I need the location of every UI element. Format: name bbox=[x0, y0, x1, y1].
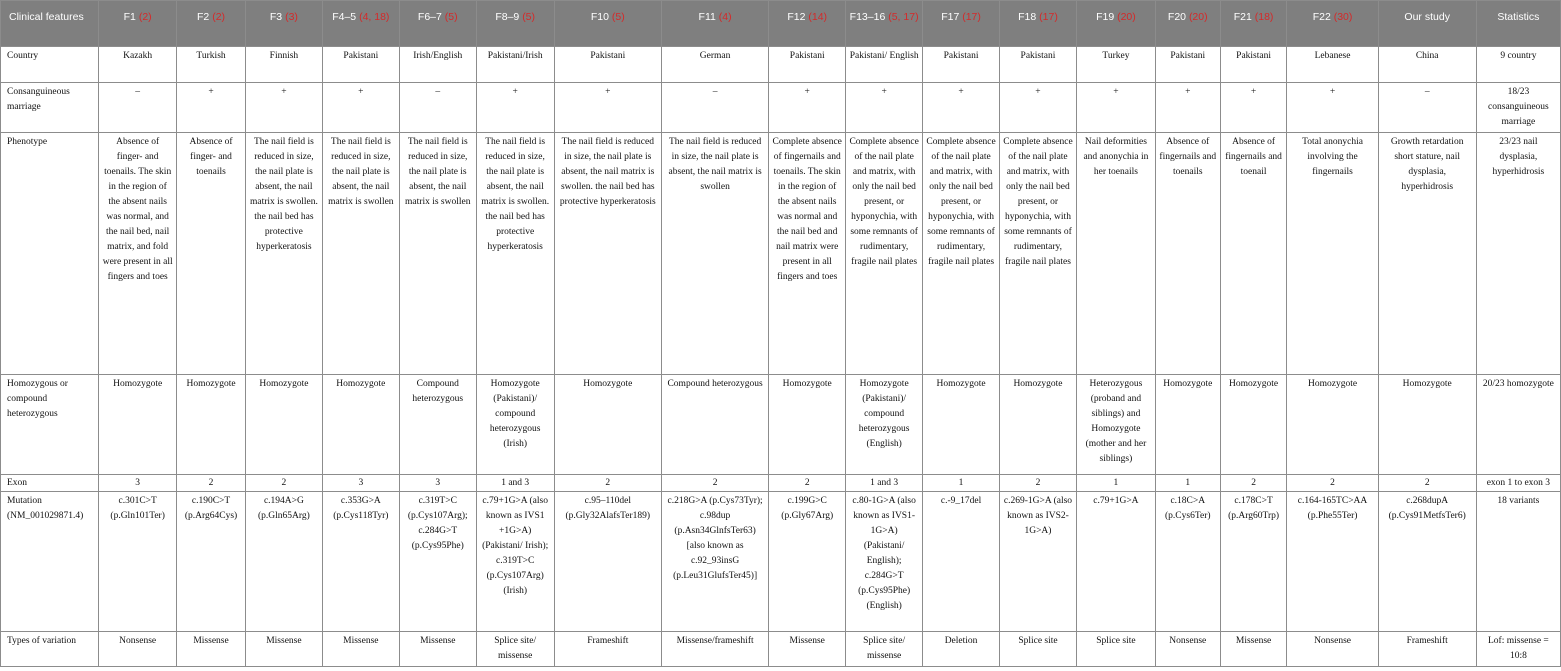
table-cell: Splice site bbox=[1000, 632, 1077, 667]
table-cell: + bbox=[1155, 83, 1220, 133]
table-cell: Complete absence of fingernails and toenails. The skin in the region of the absent nails was normal and the nail bed and nail matrix were present in all fingers and toes bbox=[769, 133, 846, 375]
table-cell: Deletion bbox=[923, 632, 1000, 667]
table-cell: c.319T>C (p.Cys107Arg); c.284G>T (p.Cys95Phe) bbox=[399, 492, 476, 632]
table-cell: c.18C>A (p.Cys6Ter) bbox=[1155, 492, 1220, 632]
table-cell: c.353G>A (p.Cys118Tyr) bbox=[322, 492, 399, 632]
table-cell: c.80-1G>A (also known as IVS1-1G>A) (Pakistani/ English); c.284G>T (p.Cys95Phe) (English) bbox=[846, 492, 923, 632]
table-body bbox=[1, 47, 1561, 667]
column-header-label: F8–9 bbox=[495, 11, 520, 23]
table-cell: Pakistani bbox=[769, 47, 846, 83]
table-cell: + bbox=[1000, 83, 1077, 133]
column-header bbox=[1476, 1, 1560, 47]
table-cell: 2 bbox=[661, 475, 768, 492]
table-cell: Homozygote bbox=[1000, 375, 1077, 475]
table-cell: + bbox=[923, 83, 1000, 133]
table-cell: Homozygote bbox=[554, 375, 661, 475]
table-cell: 3 bbox=[322, 475, 399, 492]
table-header-row bbox=[1, 1, 1561, 47]
table-cell: c.95–110del (p.Gly32AlafsTer189) bbox=[554, 492, 661, 632]
table-row bbox=[1, 375, 1561, 475]
table-cell: Pakistani bbox=[1155, 47, 1220, 83]
table-cell: Homozygote bbox=[923, 375, 1000, 475]
table-cell: 2 bbox=[1000, 475, 1077, 492]
table-cell: Pakistani bbox=[923, 47, 1000, 83]
table-cell: Missense bbox=[245, 632, 322, 667]
reference-citation: (30) bbox=[1333, 11, 1353, 23]
reference-citation: (2) bbox=[212, 11, 226, 23]
reference-citation: (5) bbox=[444, 11, 458, 23]
table-cell: China bbox=[1378, 47, 1476, 83]
column-header-label: F6–7 bbox=[417, 11, 442, 23]
table-cell: Absence of finger- and toenails. The skin in the region of the absent nails was normal, and the nail bed, nail matrix, and fold were present in all fingers and toes bbox=[99, 133, 177, 375]
table-cell: Turkey bbox=[1076, 47, 1155, 83]
table-cell: Turkish bbox=[177, 47, 246, 83]
table-cell: c.79+1G>A bbox=[1076, 492, 1155, 632]
table-cell: Missense bbox=[177, 632, 246, 667]
table-cell: c.218G>A (p.Cys73Tyr); c.98dup (p.Asn34GlnfsTer63) [also known as c.92_93insG (p.Leu31GlufsTer45)] bbox=[661, 492, 768, 632]
table-cell: – bbox=[661, 83, 768, 133]
reference-citation: (3) bbox=[285, 11, 298, 23]
table-cell: + bbox=[322, 83, 399, 133]
table-cell: 3 bbox=[99, 475, 177, 492]
table-cell: Missense/frameshift bbox=[661, 632, 768, 667]
table-cell: 20/23 homozygote bbox=[1476, 375, 1560, 475]
table-cell: c.199G>C (p.Gly67Arg) bbox=[769, 492, 846, 632]
table-row bbox=[1, 632, 1561, 667]
reference-citation: (18) bbox=[1254, 11, 1274, 23]
column-header bbox=[476, 1, 554, 47]
table-cell: c.268dupA (p.Cys91MetfsTer6) bbox=[1378, 492, 1476, 632]
table-cell: Pakistani bbox=[1000, 47, 1077, 83]
table-cell: Splice site/ missense bbox=[476, 632, 554, 667]
table-cell: 18/23 consanguineous marriage bbox=[1476, 83, 1560, 133]
table-cell: + bbox=[245, 83, 322, 133]
table-cell: The nail field is reduced in size, the nail plate is absent, the nail matrix is swollen bbox=[399, 133, 476, 375]
reference-citation: (4) bbox=[718, 11, 732, 23]
column-header-label: F12 bbox=[787, 11, 806, 23]
column-header bbox=[322, 1, 399, 47]
column-header-label: F1 bbox=[123, 11, 136, 23]
table-cell: Splice site/ missense bbox=[846, 632, 923, 667]
reference-citation: (14) bbox=[808, 11, 828, 23]
table-cell: exon 1 to exon 3 bbox=[1476, 475, 1560, 492]
table-cell: 23/23 nail dysplasia, hyperhidrosis bbox=[1476, 133, 1560, 375]
table-cell: + bbox=[1287, 83, 1378, 133]
table-row bbox=[1, 492, 1561, 632]
table-cell: 2 bbox=[554, 475, 661, 492]
table-cell: Homozygote bbox=[1287, 375, 1378, 475]
table-cell: 1 and 3 bbox=[846, 475, 923, 492]
column-header-label: F20 bbox=[1167, 11, 1187, 23]
table-cell: Homozygote bbox=[177, 375, 246, 475]
table-cell: + bbox=[476, 83, 554, 133]
column-header-label: F22 bbox=[1312, 11, 1331, 23]
feature-label-cell: Types of variation bbox=[1, 632, 99, 667]
table-cell: 2 bbox=[1378, 475, 1476, 492]
table-cell: 1 and 3 bbox=[476, 475, 554, 492]
table-cell: Kazakh bbox=[99, 47, 177, 83]
table-cell: Nonsense bbox=[1287, 632, 1378, 667]
table-cell: Homozygote bbox=[1155, 375, 1220, 475]
table-cell: Absence of fingernails and toenail bbox=[1220, 133, 1287, 375]
table-cell: Pakistani/Irish bbox=[476, 47, 554, 83]
column-header bbox=[769, 1, 846, 47]
column-header-label: F3 bbox=[269, 11, 283, 23]
table-cell: Complete absence of the nail plate and matrix, with only the nail bed present, or hyponychia, with some remnants of rudimentary, fragile nail plates bbox=[1000, 133, 1077, 375]
column-header bbox=[846, 1, 923, 47]
table-cell: Splice site bbox=[1076, 632, 1155, 667]
table-cell: Nail deformities and anonychia in her toenails bbox=[1076, 133, 1155, 375]
table-cell: Pakistani bbox=[322, 47, 399, 83]
reference-citation: (17) bbox=[962, 11, 981, 23]
header-clinical-features bbox=[1, 1, 99, 47]
column-header-label: F13–16 bbox=[849, 11, 886, 23]
table-cell: Homozygote bbox=[99, 375, 177, 475]
table-row bbox=[1, 475, 1561, 492]
feature-label-cell: Country bbox=[1, 47, 99, 83]
column-header bbox=[1220, 1, 1287, 47]
table-cell: Homozygote bbox=[1220, 375, 1287, 475]
table-cell: Homozygote bbox=[769, 375, 846, 475]
table-cell: + bbox=[177, 83, 246, 133]
table-cell: Missense bbox=[322, 632, 399, 667]
table-cell: c.79+1G>A (also known as IVS1 +1G>A) (Pakistani/ Irish); c.319T>C (p.Cys107Arg) (Irish) bbox=[476, 492, 554, 632]
table-cell: Complete absence of the nail plate and matrix, with only the nail bed present, or hyponychia, with some remnants of rudimentary, fragile nail plates bbox=[923, 133, 1000, 375]
table-cell: c.-9_17del bbox=[923, 492, 1000, 632]
table-cell: 18 variants bbox=[1476, 492, 1560, 632]
feature-label-cell: Consanguineous marriage bbox=[1, 83, 99, 133]
table-cell: Pakistani bbox=[554, 47, 661, 83]
table-cell: Missense bbox=[769, 632, 846, 667]
column-header bbox=[1155, 1, 1220, 47]
table-cell: c.269-1G>A (also known as IVS2-1G>A) bbox=[1000, 492, 1077, 632]
table-row bbox=[1, 83, 1561, 133]
table-cell: Growth retardation short stature, nail dysplasia, hyperhidrosis bbox=[1378, 133, 1476, 375]
column-header bbox=[661, 1, 768, 47]
table-cell: Nonsense bbox=[99, 632, 177, 667]
table-cell: Absence of fingernails and toenails bbox=[1155, 133, 1220, 375]
column-header-label: F21 bbox=[1233, 11, 1252, 23]
table-cell: c.178C>T (p.Arg60Trp) bbox=[1220, 492, 1287, 632]
table-cell: 1 bbox=[1155, 475, 1220, 492]
table-cell: 2 bbox=[1287, 475, 1378, 492]
feature-label-cell: Mutation (NM_001029871.4) bbox=[1, 492, 99, 632]
table-cell: – bbox=[99, 83, 177, 133]
table-cell: – bbox=[1378, 83, 1476, 133]
reference-citation: (5) bbox=[522, 11, 536, 23]
column-header bbox=[923, 1, 1000, 47]
table-cell: 3 bbox=[399, 475, 476, 492]
feature-label-cell: Phenotype bbox=[1, 133, 99, 375]
column-header-label: Our study bbox=[1404, 11, 1450, 23]
table-cell: Missense bbox=[399, 632, 476, 667]
table-cell: Compound heterozygous bbox=[661, 375, 768, 475]
column-header bbox=[1378, 1, 1476, 47]
table-cell: Lof: missense = 10:8 bbox=[1476, 632, 1560, 667]
reference-citation: (20) bbox=[1188, 11, 1208, 23]
table-cell: Absence of finger- and toenails bbox=[177, 133, 246, 375]
table-cell: Homozygote bbox=[322, 375, 399, 475]
table-row bbox=[1, 133, 1561, 375]
reference-citation: (2) bbox=[138, 11, 152, 23]
reference-citation: (20) bbox=[1117, 11, 1136, 23]
table-cell: Frameshift bbox=[1378, 632, 1476, 667]
table-cell: 2 bbox=[177, 475, 246, 492]
table-cell: The nail field is reduced in size, the nail plate is absent, the nail matrix is swollen. the nail bed has protective hyperkeratosis bbox=[476, 133, 554, 375]
table-cell: Homozygote (Pakistani)/ compound heterozygous (Irish) bbox=[476, 375, 554, 475]
column-header-label: F4–5 bbox=[332, 11, 357, 23]
table-cell: Nonsense bbox=[1155, 632, 1220, 667]
table-cell: c.301C>T (p.Gln101Ter) bbox=[99, 492, 177, 632]
column-header-label: F19 bbox=[1096, 11, 1115, 23]
column-header bbox=[1000, 1, 1077, 47]
table-cell: c.190C>T (p.Arg64Cys) bbox=[177, 492, 246, 632]
column-header-label: Clinical features bbox=[9, 11, 84, 23]
column-header bbox=[99, 1, 177, 47]
table-cell: 2 bbox=[245, 475, 322, 492]
table-cell: The nail field is reduced in size, the nail plate is absent, the nail matrix is swollen bbox=[322, 133, 399, 375]
table-cell: + bbox=[554, 83, 661, 133]
table-cell: + bbox=[846, 83, 923, 133]
column-header bbox=[1076, 1, 1155, 47]
table-cell: Homozygote (Pakistani)/ compound heterozygous (English) bbox=[846, 375, 923, 475]
column-header bbox=[1287, 1, 1378, 47]
table-cell: + bbox=[769, 83, 846, 133]
table-cell: Complete absence of the nail plate and matrix, with only the nail bed present, or hyponychia, with some remnants of rudimentary, fragile nail plates bbox=[846, 133, 923, 375]
table-cell: Homozygote bbox=[245, 375, 322, 475]
column-header-label: F17 bbox=[941, 11, 960, 23]
reference-citation: (5, 17) bbox=[888, 11, 919, 23]
reference-citation: (17) bbox=[1039, 11, 1058, 23]
column-header bbox=[245, 1, 322, 47]
table-cell: 9 country bbox=[1476, 47, 1560, 83]
table-cell: c.194A>G (p.Gln65Arg) bbox=[245, 492, 322, 632]
column-header-label: F11 bbox=[698, 11, 716, 23]
table-cell: The nail field is reduced in size, the nail plate is absent, the nail matrix is swollen. the nail bed has protective hyperkeratosis bbox=[554, 133, 661, 375]
column-header-label: F2 bbox=[197, 11, 210, 23]
table-cell: Finnish bbox=[245, 47, 322, 83]
table-cell: Compound heterozygous bbox=[399, 375, 476, 475]
table-cell: Pakistani bbox=[1220, 47, 1287, 83]
table-cell: 1 bbox=[923, 475, 1000, 492]
table-cell: Total anonychia involving the fingernails bbox=[1287, 133, 1378, 375]
table-cell: 1 bbox=[1076, 475, 1155, 492]
column-header bbox=[554, 1, 661, 47]
column-header-label: Statistics bbox=[1497, 11, 1540, 23]
column-header bbox=[399, 1, 476, 47]
table-cell: 2 bbox=[1220, 475, 1287, 492]
table-cell: + bbox=[1076, 83, 1155, 133]
reference-citation: (5) bbox=[611, 11, 625, 23]
table-cell: The nail field is reduced in size, the nail plate is absent, the nail matrix is swollen bbox=[661, 133, 768, 375]
column-header-label: F18 bbox=[1018, 11, 1037, 23]
table-cell: Frameshift bbox=[554, 632, 661, 667]
column-header bbox=[177, 1, 246, 47]
table-row bbox=[1, 47, 1561, 83]
table-cell: c.164-165TC>AA (p.Phe55Ter) bbox=[1287, 492, 1378, 632]
table-cell: Irish/English bbox=[399, 47, 476, 83]
table-cell: 2 bbox=[769, 475, 846, 492]
table-cell: Lebanese bbox=[1287, 47, 1378, 83]
table-cell: Missense bbox=[1220, 632, 1287, 667]
column-header-label: F10 bbox=[590, 11, 609, 23]
table-cell: Pakistani/ English bbox=[846, 47, 923, 83]
table-cell: German bbox=[661, 47, 768, 83]
table-cell: + bbox=[1220, 83, 1287, 133]
table-cell: Heterozygous (proband and siblings) and Homozygote (mother and her siblings) bbox=[1076, 375, 1155, 475]
reference-citation: (4, 18) bbox=[359, 11, 390, 23]
table-cell: Homozygote bbox=[1378, 375, 1476, 475]
table-cell: The nail field is reduced in size, the nail plate is absent, the nail matrix is swollen. the nail bed has protective hyperkeratosis bbox=[245, 133, 322, 375]
feature-label-cell: Exon bbox=[1, 475, 99, 492]
feature-label-cell: Homozygous or compound heterozygous bbox=[1, 375, 99, 475]
table-cell: – bbox=[399, 83, 476, 133]
